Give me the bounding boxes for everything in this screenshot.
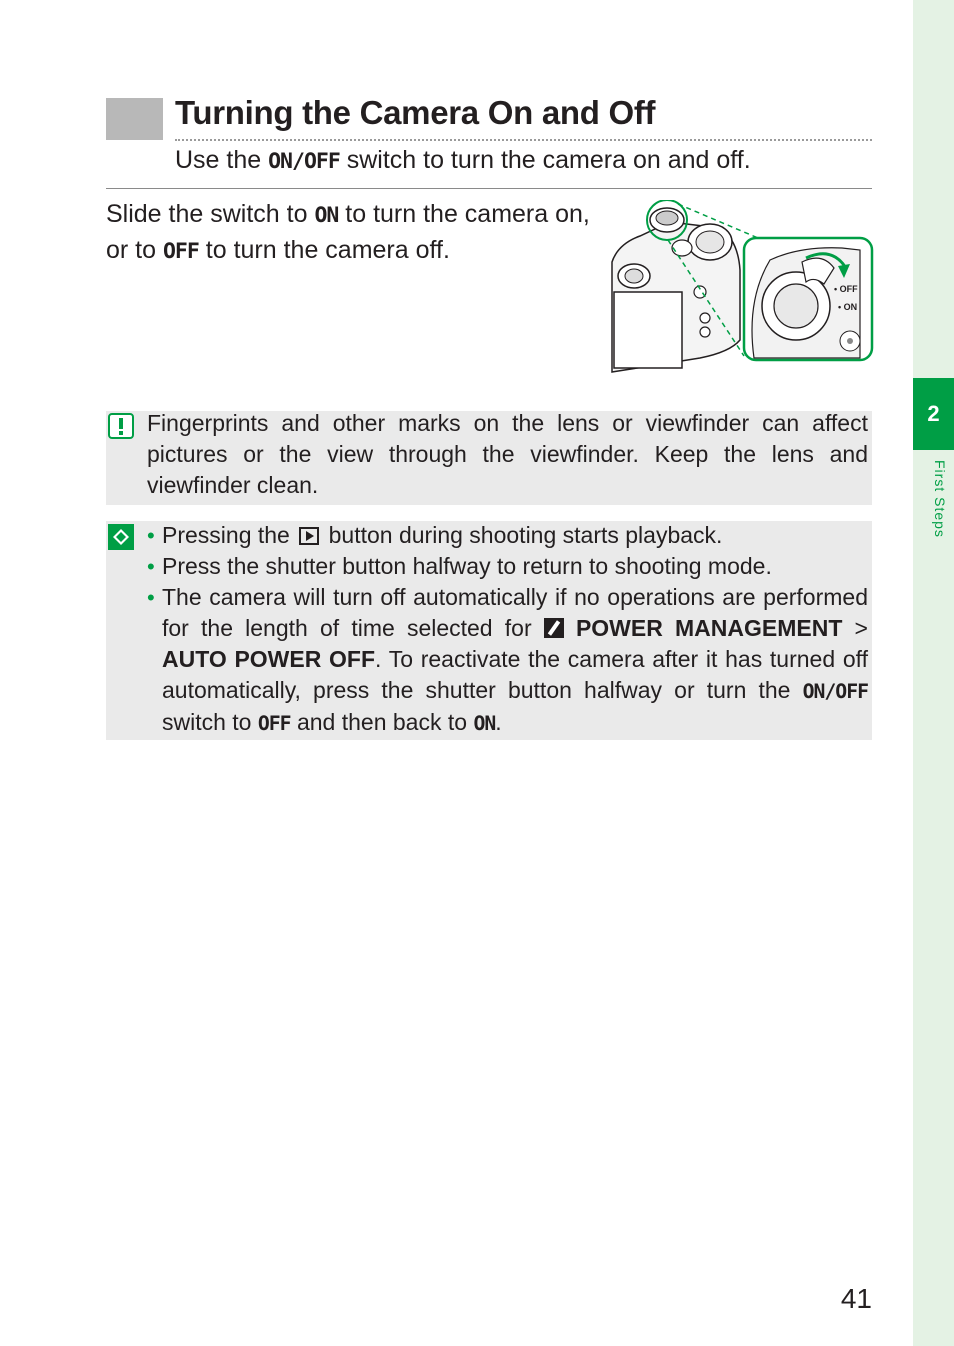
note-item-shutter: • Press the shutter button halfway to return to shooting mode. [147,551,868,582]
playback-button-icon [299,527,319,545]
chapter-tab[interactable] [913,378,954,450]
chapter-number: 2 [927,401,940,426]
intro-paragraph: Slide the switch to ON to turn the camera on, or to OFF to turn the camera off. [106,200,590,264]
camera-switch-illustration [610,200,874,376]
on-label: • ON [838,302,858,312]
on-off-key: ON/OFF [268,149,340,174]
setup-menu-icon [544,618,564,638]
page-subtitle: Use the ON/OFF switch to turn the camera on and off. [175,146,751,174]
chapter-label: First Steps [932,460,948,538]
off-label: • OFF [834,284,858,294]
title-divider [175,139,872,141]
note-item-playback: • Pressing the button during shooting starts playback. [147,520,868,551]
power-management-menu: POWER MANAGEMENT [575,615,843,641]
auto-power-off-menu: AUTO POWER OFF [162,646,376,672]
section-divider [106,188,872,189]
page-title: Turning the Camera On and Off [175,94,656,131]
caution-text: Fingerprints and other marks on the lens or viewfinder can affect pictures or the view through the viewfinder. Keep the lens and viewfinder clean. [147,410,868,498]
bullet-icon: • [147,554,155,579]
note-item-auto-power-off: • The camera will turn off automatically if no operations are performed for the length of time selected for POWER MANAGEMENT > AUTO POWER OFF. To reactivate the camera after it has turned off automatically, press the shutter button halfway or turn the ON/OFF switch to OFF and then back to ON. [147,584,868,735]
bullet-icon: • [147,523,155,548]
on-key: ON [314,203,339,228]
heading-marker [106,98,163,140]
side-tab-strip [913,0,954,1346]
note-pencil-icon [107,523,135,551]
off-key: OFF [162,239,199,264]
page-number: 41 [840,1283,872,1314]
bullet-icon: • [147,585,155,610]
caution-icon [108,413,134,439]
